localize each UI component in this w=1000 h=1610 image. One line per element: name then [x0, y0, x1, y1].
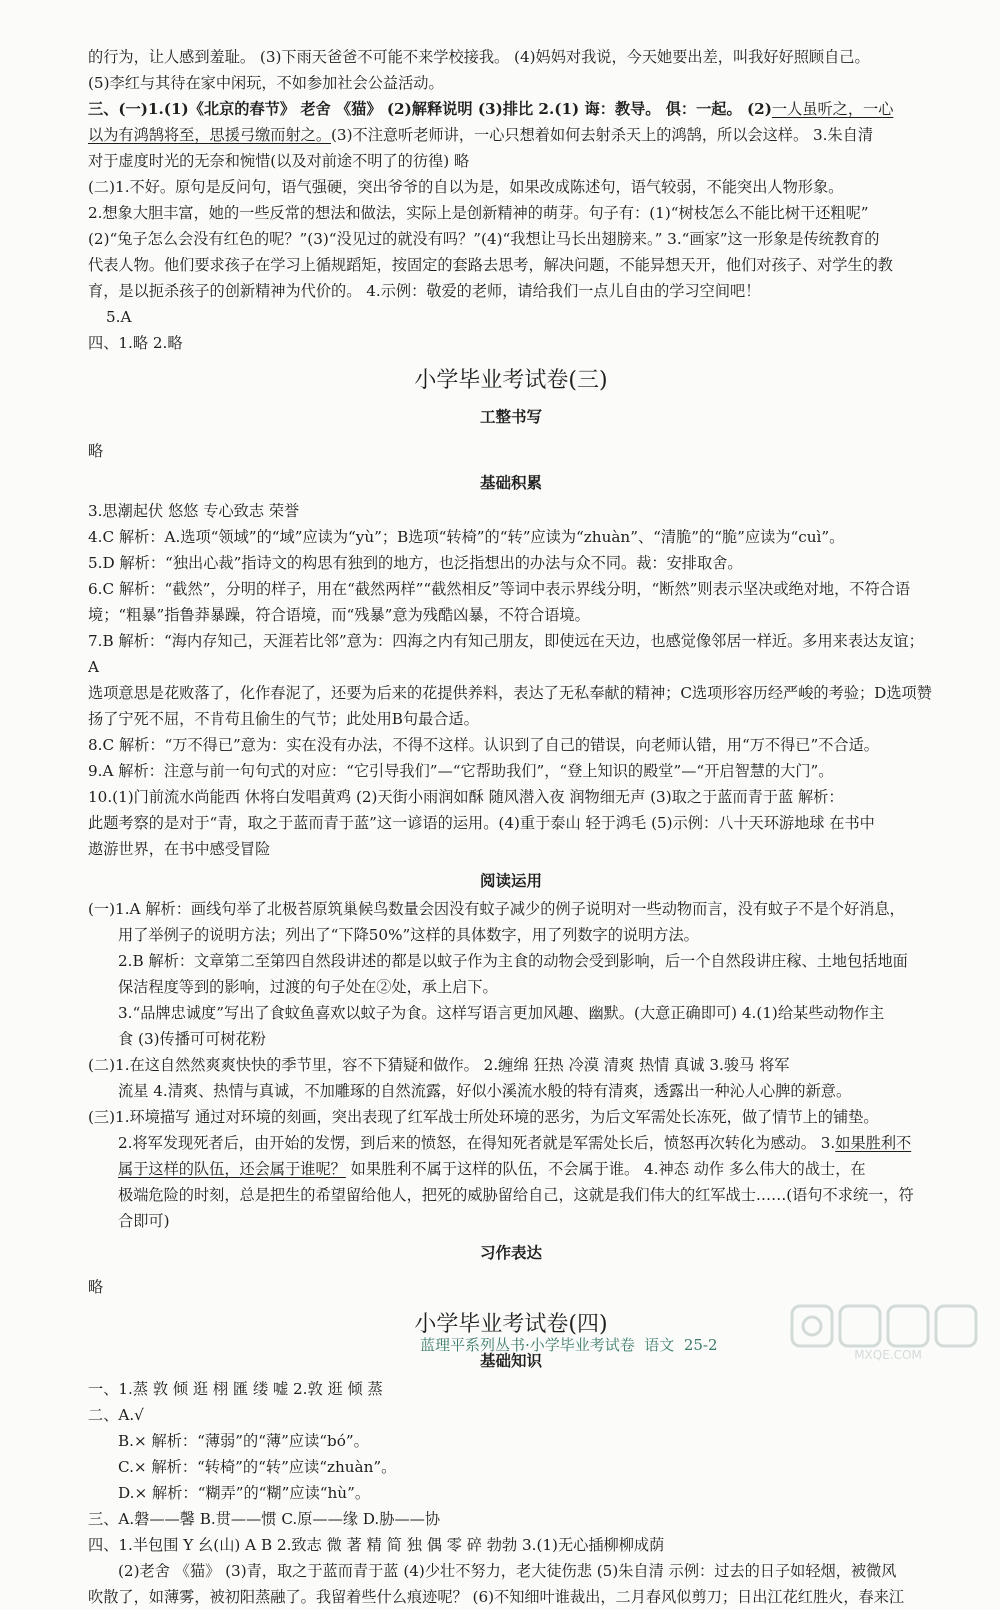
page-footer: 蓝理平系列丛书·小学毕业考试卷 语文 25-2	[420, 1336, 718, 1354]
text-line: D.× 解析：“糊弄”的“糊”应读“hù”。	[118, 1484, 371, 1502]
text-line: 四、1.略 2.略	[88, 334, 183, 352]
answer-line	[88, 122, 934, 148]
text-span: (3)不注意听老师讲，一心只想着如何去射杀天上的鸿鹄，所以会这样。 3.朱自清	[331, 126, 874, 144]
text-span: 如果胜利不属于这样的队伍，不会属于谁。 4.神态 动作 多么伟大的战士，在	[345, 1160, 866, 1178]
text-line: 三、A.磐——馨 B.贯——惯 C.原——缘 D.胁——协	[88, 1510, 441, 1528]
underlined-text: 以为有鸿鹄将至，思援弓缴而射之。	[88, 126, 331, 144]
text-line: 8.C 解析：“万不得已”意为：实在没有办法，不得不这样。认识到了自己的错误，向老师认错，用“万不得已”不合适。	[88, 736, 879, 754]
text-line: 5.D 解析：“独出心裁”指诗文的构思有独到的地方，也泛指想出的办法与众不同。裁：安排取舍。	[88, 554, 743, 572]
text-line: 境；“粗暴”指鲁莽暴躁，符合语境，而“残暴”意为残酷凶暴，不符合语境。	[88, 606, 590, 624]
text-line: 遨游世界，在书中感受冒险	[88, 840, 271, 858]
text-line: (2)“兔子怎么会没有红色的呢？”(3)“没见过的就没有吗？”(4)“我想让马长出翅膀来。” 3.“画家”这一形象是传统教育的	[88, 230, 880, 248]
section-heading: 基础积累	[479, 473, 542, 492]
text-line: 10.(1)门前流水尚能西 休将白发唱黄鸡 (2)天街小雨润如酥 随风潜入夜 润物细无声 (3)取之于蓝而青于蓝 解析：	[88, 788, 844, 806]
text-line: (二)1.不好。原句是反问句，语气强硬，突出爷爷的自以为是，如果改成陈述句，语气较弱，不能突出人物形象。	[88, 178, 844, 196]
answer-page	[88, 44, 934, 1610]
underlined-text: 如果胜利不	[835, 1134, 912, 1152]
text-line: (三)1.环境描写 通过对环境的刻画，突出表现了红军战士所处环境的恶劣，为后文军需处长冻死，做了情节上的铺垫。	[88, 1108, 879, 1126]
text-line: 3.“品牌忠诚度”写出了食蚊鱼喜欢以蚊子为食。这样写语言更加风趣、幽默。(大意正确即可) 4.(1)给某些动物作主	[118, 1004, 885, 1022]
text-span: 2.将军发现死者后，由开始的发愣，到后来的愤怒，在得知死者就是军需处长后，愤怒再次转化为感动。 3.	[118, 1134, 836, 1152]
text-line: 2.想象大胆丰富，她的一些反常的想法和做法，实际上是创新精神的萌芽。句子有：(1)“树枝怎么不能比树干还粗呢”	[88, 204, 869, 222]
text-line: 用了举例子的说明方法；列出了“下降50%”这样的具体数字，用了列数字的说明方法。	[118, 926, 699, 944]
text-line: 对于虚度时光的无奈和惋惜(以及对前途不明了的彷徨) 略	[88, 152, 470, 170]
text-line: 一、1.蒸 敦 倾 逛 栩 匯 缕 嘘 2.敦 逛 倾 蒸	[88, 1380, 383, 1398]
text-line: 7.B 解析：“海内存知己，天涯若比邻”意为：四海之内有知己朋友，即使远在天边，也感觉像邻居一样近。多用来表达友谊；A	[88, 632, 924, 676]
section-heading: 基础知识	[479, 1351, 542, 1370]
underlined-text: 属于这样的队伍，还会属于谁呢？	[118, 1160, 346, 1178]
text-line: 此题考察的是对于“青，取之于蓝而青于蓝”这一谚语的运用。(4)重于泰山 轻于鸿毛 (5)示例：八十天环游地球 在书中	[88, 814, 875, 832]
text-line: C.× 解析：“转椅”的“转”应读“zhuàn”。	[118, 1458, 397, 1476]
text-line: 略	[88, 442, 104, 460]
text-line: 二、A.√	[88, 1406, 144, 1424]
text-line: 9.A 解析：注意与前一句句式的对应：“它引导我们”—“它帮助我们”，“登上知识的殿堂”—“开启智慧的大门”。	[88, 762, 834, 780]
answer-line	[88, 96, 934, 122]
watermark-logo	[790, 1302, 986, 1362]
answer-line	[88, 1156, 934, 1182]
text-line: (一)1.A 解析：画线句举了北极苔原筑巢候鸟数量会因没有蚊子减少的例子说明对一些动物而言，没有蚊子不是个好消息，	[88, 900, 905, 918]
text-line: 2.B 解析：文章第二至第四自然段讲述的都是以蚊子作为主食的动物会受到影响，后一个自然段讲庄稼、土地包括地面	[118, 952, 908, 970]
text-line: 扬了宁死不屈，不肯苟且偷生的气节；此处用B句最合适。	[88, 710, 479, 728]
text-line: 代表人物。他们要求孩子在学习上循规蹈矩，按固定的套路去思考，解决问题，不能异想天开，他们对孩子、对学生的教	[88, 256, 893, 274]
text-line: 的行为，让人感到羞耻。 (3)下雨天爸爸不可能不来学校接我。 (4)妈妈对我说，今天她要出差，叫我好好照顾自己。	[88, 48, 870, 66]
underlined-text: 一人虽听之，一心	[771, 100, 894, 118]
section-heading: 习作表达	[479, 1243, 542, 1262]
text-line: 吹散了，如薄雾，被初阳蒸融了。我留着些什么痕迹呢？ (6)不知细叶谁裁出，二月春风似剪刀；日出江花红胜火，春来江	[88, 1588, 905, 1606]
text-line: (2)老舍 《猫》 (3)青，取之于蓝而青于蓝 (4)少壮不努力，老大徒伤悲 (5)朱自清 示例：过去的日子如轻烟，被微风	[118, 1562, 897, 1580]
section-heading: 工整书写	[479, 407, 542, 426]
text-span: 三、(一)1.(1)《北京的春节》 老舍 《猫》 (2)解释说明 (3)排比 2.(1) 诲：教导。 俱：一起。 (2)	[88, 100, 772, 118]
text-line: 四、1.半包围 Y 幺(山) A B 2.致志 微 著 精 简 独 偶 零 碎 勃勃 3.(1)无心插柳柳成荫	[88, 1536, 665, 1554]
exam-title: 小学毕业考试卷(三)	[414, 368, 608, 393]
text-line: (5)李红与其待在家中闲玩，不如参加社会公益活动。	[88, 74, 444, 92]
text-line: (二)1.在这自然然爽爽快快的季节里，容不下猜疑和做作。 2.缠绵 狂热 冷漠 清爽 热情 真诚 3.骏马 将军	[88, 1056, 790, 1074]
text-line: 合即可)	[118, 1212, 170, 1230]
watermark-text: MXQE.COM	[854, 1348, 922, 1362]
text-line: 育，是以扼杀孩子的创新精神为代价的。 4.示例：敬爱的老师，请给我们一点儿自由的学习空间吧！	[88, 282, 761, 300]
text-line: 6.C 解析：“截然”，分明的样子，用在“截然两样”“截然相反”等词中表示界线分明，“断然”则表示坚决或绝对地，不符合语	[88, 580, 911, 598]
text-line: 略	[88, 1278, 104, 1296]
section-heading: 阅读运用	[479, 871, 542, 890]
text-line: 3.思潮起伏 悠悠 专心致志 荣誉	[88, 502, 300, 520]
text-line: B.× 解析：“薄弱”的“薄”应读“bó”。	[118, 1432, 369, 1450]
exam-title: 小学毕业考试卷(四)	[414, 1312, 608, 1337]
text-line: 选项意思是花败落了，化作春泥了，还要为后来的花提供养料，表达了无私奉献的精神；C选项形容历经严峻的考验；D选项赞	[88, 684, 932, 702]
answer-line	[88, 1130, 934, 1156]
text-line: 保洁程度等到的影响，过渡的句子处在②处，承上启下。	[118, 978, 498, 996]
text-line: 4.C 解析：A.选项“领域”的“域”应读为“yù”；B选项“转椅”的“转”应读为“zhuàn”、“清脆”的“脆”应读为“cuì”。	[88, 528, 845, 546]
text-line: 5.A	[106, 308, 132, 326]
text-line: 食 (3)传播可可树花粉	[118, 1030, 266, 1048]
text-line: 流星 4.清爽、热情与真诚，不加雕琢的自然流露，好似小溪流水般的特有清爽，透露出一种沁人心脾的新意。	[118, 1082, 852, 1100]
text-line: 极端危险的时刻，总是把生的希望留给他人，把死的威胁留给自己，这就是我们伟大的红军战士……(语句不求统一，符	[118, 1186, 914, 1204]
